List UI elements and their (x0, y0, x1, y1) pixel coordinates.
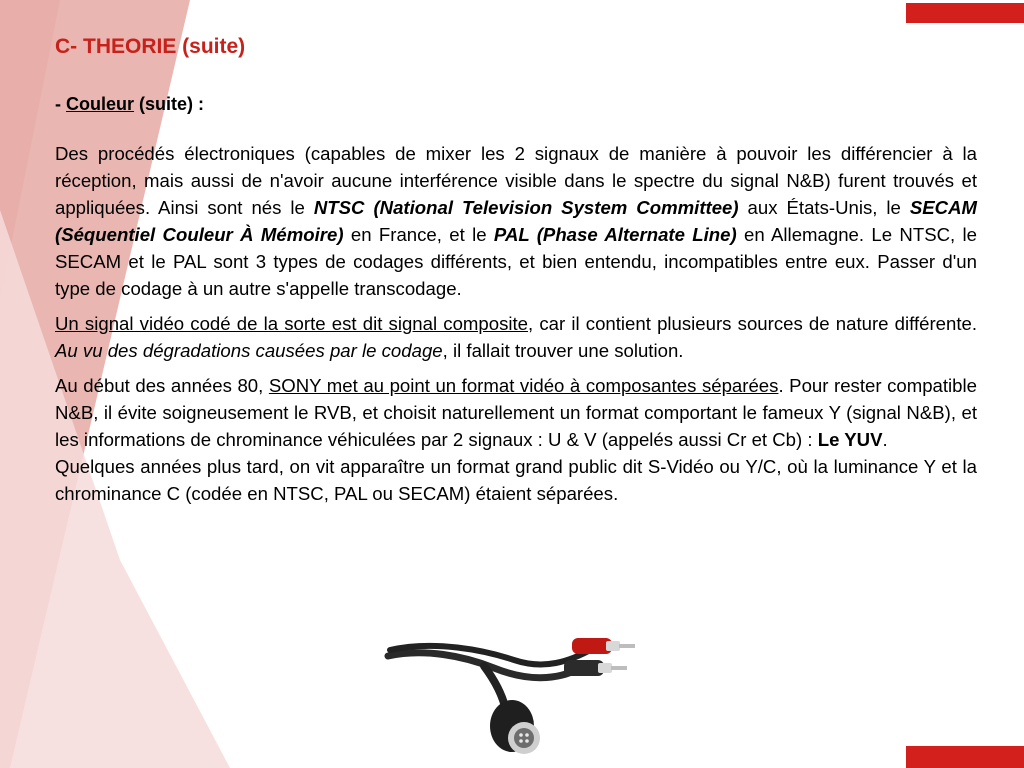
p1-text-3: en France, et le (343, 224, 494, 245)
top-accent-bar (906, 3, 1024, 23)
pal-term: PAL (Phase Alternate Line) (493, 224, 737, 245)
yuv-term: Le YUV (817, 429, 883, 450)
paragraph-1 (55, 140, 977, 302)
p3-text-1: Au début des années 80, (55, 375, 269, 396)
subtitle-prefix: - (55, 94, 66, 114)
paragraph-4 (55, 453, 977, 507)
sony-statement: SONY met au point un format vidéo à composantes séparées (268, 375, 779, 396)
secam-term: SECAM (Séquentiel Couleur À Mémoire) (55, 197, 978, 245)
s-video-rca-cable-icon (384, 626, 660, 758)
subtitle-keyword: Couleur (66, 94, 135, 114)
bottom-accent-bar (906, 746, 1024, 768)
slide-title: C- THEORIE (suite) (55, 35, 246, 58)
section-subtitle (55, 94, 204, 115)
p3-text-3: . (882, 429, 888, 450)
paragraph-2 (55, 310, 977, 364)
p2-italic: Au vu des dégradations causées par le codage (55, 340, 443, 361)
p2-text-1: , car il contient plusieurs sources de nature différente. (528, 313, 978, 334)
body-text (55, 140, 977, 515)
p1-text-1: Des procédés électroniques (capables de mixer les 2 signaux de manière à pouvoir les différencier à la réception, mais aussi de n'avoir aucune interférence visible dans le spectre du signal N&B) furent trouvés et appliquées. Ainsi sont nés le (55, 143, 977, 218)
paragraph-3 (55, 372, 977, 453)
p3-text-2: . Pour rester compatible N&B, il évite soigneusement le RVB, et choisit naturellement un format comportant le fameux Y (signal N&B), et les informations de chrominance véhiculées par 2 signaux : U & V (appelés aussi Cr et Cb) : (55, 375, 977, 450)
p1-text-2: aux États-Unis, le (738, 197, 910, 218)
ntsc-term: NTSC (National Television System Committee) (313, 197, 739, 218)
subtitle-suffix: (suite) : (134, 94, 205, 114)
p4-text-1: Quelques années plus tard, on vit apparaître un format grand public dit S-Vidéo ou Y/C, où la luminance Y et la chrominance C (codée en NTSC, PAL ou SECAM) étaient séparées. (55, 456, 977, 504)
p2-text-2: , il fallait trouver une solution. (442, 340, 684, 361)
p1-text-4: en Allemagne. Le NTSC, le SECAM et le PAL sont 3 types de codages différents, et bien entendu, incompatibles entre eux. Passer d'un type de codage à un autre s'appelle transcodage. (55, 224, 977, 299)
composite-definition: Un signal vidéo codé de la sorte est dit signal composite (55, 313, 529, 334)
